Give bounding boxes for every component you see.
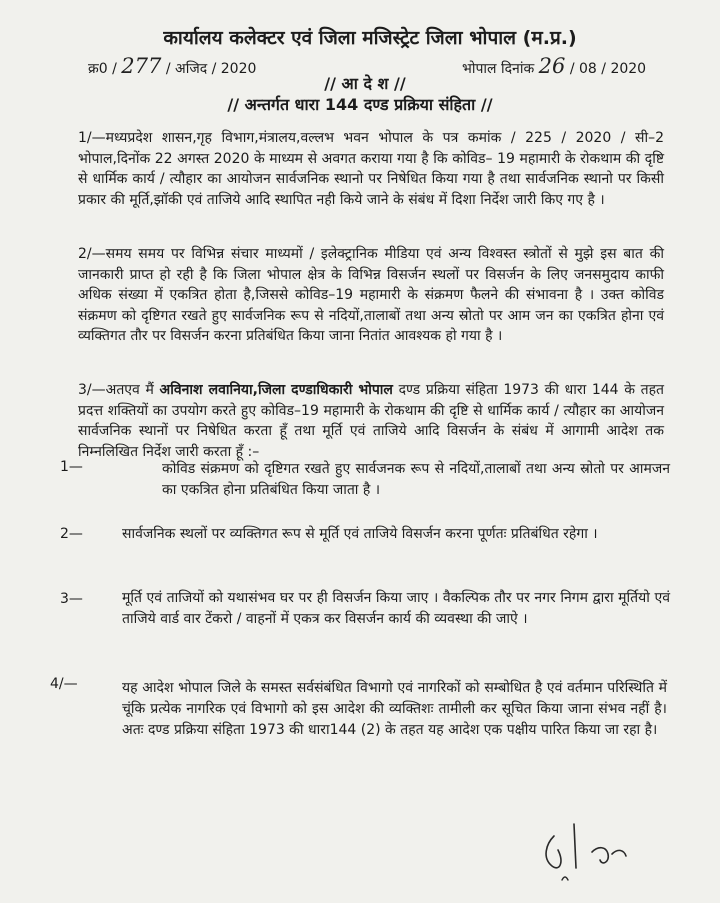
date-suffix: / 08 / 2020 — [569, 61, 647, 77]
paragraph-3 — [78, 380, 664, 462]
date-day-handwritten: 26 — [538, 54, 566, 78]
ref-number-handwritten: 277 — [121, 54, 162, 78]
para3-text: दण्ड प्रक्रिया संहिता 1973 की धारा 144 के तहत प्रदत्त शक्तियों का उपयोग करते हुए कोविड–19 महामारी के रोकथाम की दृष्टि से धार्मिक कार्य / त्यौहार का आयोजन सार्वजनिक स्थानों पर निषेधित करता हूँ तथा मूर्ति एवं ताजिये आदि विसर्जन के संबंध में आगामी आदेश तक निम्नलिखित निर्देश जारी करता हूँ :– — [78, 382, 665, 460]
item-text: मूर्ति एवं ताजियों को यथासंभव घर पर ही विसर्जन किया जाए । वैकल्पिक तौर पर नगर निगम द्वारा मूर्तियो एवं ताजिये वार्ड वार टेंकरो / वाहनों में एकत्र कर विसर्जन कार्य की व्यवस्था की जाऐ । — [122, 590, 670, 627]
item-text: कोविड संक्रमण को दृष्टिगत रखते हुए सार्वजनक रूप से नदियों,तालाबों तथा अन्य स्रोतो पर आमजन का एकत्रित होना प्रतिबंधित किया जाता है । — [162, 461, 670, 498]
section-heading: // अन्तर्गत धारा 144 दण्ड प्रक्रिया संहिता // — [227, 95, 493, 114]
item-number: 1— — [60, 459, 83, 475]
ref-prefix: क्र0 / — [88, 61, 117, 77]
date-prefix: भोपाल दिनांक — [462, 61, 535, 77]
item-number: 3— — [60, 591, 83, 607]
paragraph-2: 2/—समय समय पर विभिन्न संचार माध्यमों / इलेक्ट्रानिक मीडिया एवं अन्य विश्वस्त स्त्रोतों से मुझे इस बात की जानकारी प्राप्त हो रही है कि जिला भोपाल क्षेत्र के विभिन्न विसर्जन स्थलों पर विसर्जन के लिए जनसमुदाय काफी अधिक संख्या में एकत्रित होता है,जिससे कोविड–19 महामारी के संक्रमण फैलने की संभावना है । उक्त कोविड संक्रमण को दृष्टिगत रखते हुए सार्वजनिक रूप से नदियों,तालाबों तथा अन्य स्रोतो पर आम जन का एकत्रित होना एवं व्यक्तिगत तौर पर विसर्जन करना प्रतिबंधित किया जाना नितांत आवश्यक हो गया है । — [78, 246, 664, 344]
ref-suffix: / अजिद / 2020 — [165, 61, 257, 77]
item-text: सार्वजनिक स्थलों पर व्यक्तिगत रूप से मूर्ति एवं ताजिये विसर्जन करना पूर्णतः प्रतिबंधित रहेगा । — [122, 526, 598, 542]
paragraph-1: 1/—मध्यप्रदेश शासन,गृह विभाग,मंत्रालय,वल्लभ भवन भोपाल के पत्र कमांक / 225 / 2020 / सी–2 भोपाल,दिनोंक 22 अगस्त 2020 के माध्यम से अवगत कराया गया है कि कोविड– 19 महामारी के रोकथाम की दृष्टि से धार्मिक कार्य / त्यौहार का आयोजन सार्वजनिक स्थानो पर निषेधित किया गया है तथा सार्वजनिक स्थानो पर किसी प्रकार की मूर्ति,झॉकी एवं ताजिये आदि स्थापित नही किये जाने के संबंध में दिशा निर्देश जारी किए गए है । — [78, 130, 664, 208]
signature — [540, 806, 650, 886]
item-number: 2— — [60, 526, 83, 542]
office-title: कार्यालय कलेक्टर एवं जिला मजिस्ट्रेट जिला भोपाल (म.प्र.) — [163, 27, 577, 49]
order-heading: // आ दे श // — [324, 74, 406, 93]
item-number: 4/— — [50, 676, 78, 692]
item-text: यह आदेश भोपाल जिले के समस्त सर्वसंबंधित विभागो एवं नागरिकों को सम्बोधित है एवं वर्तमान परिस्थिति में चूंकि प्रत्येक नागरिक एवं विभागो को इस आदेश की व्यक्तिशः तामीली कर सूचित किया जाना संभव नहीं है। अतः दण्ड प्रक्रिया संहिता 1973 की धारा144 (2) के तहत यह आदेश एक पक्षीय पारित किया जा रहा है। — [122, 680, 667, 738]
magistrate-name: अविनाश लवानिया,जिला दण्डाधिकारी भोपाल — [159, 382, 393, 398]
para3-prefix: 3/—अतएव मैं — [78, 382, 154, 398]
